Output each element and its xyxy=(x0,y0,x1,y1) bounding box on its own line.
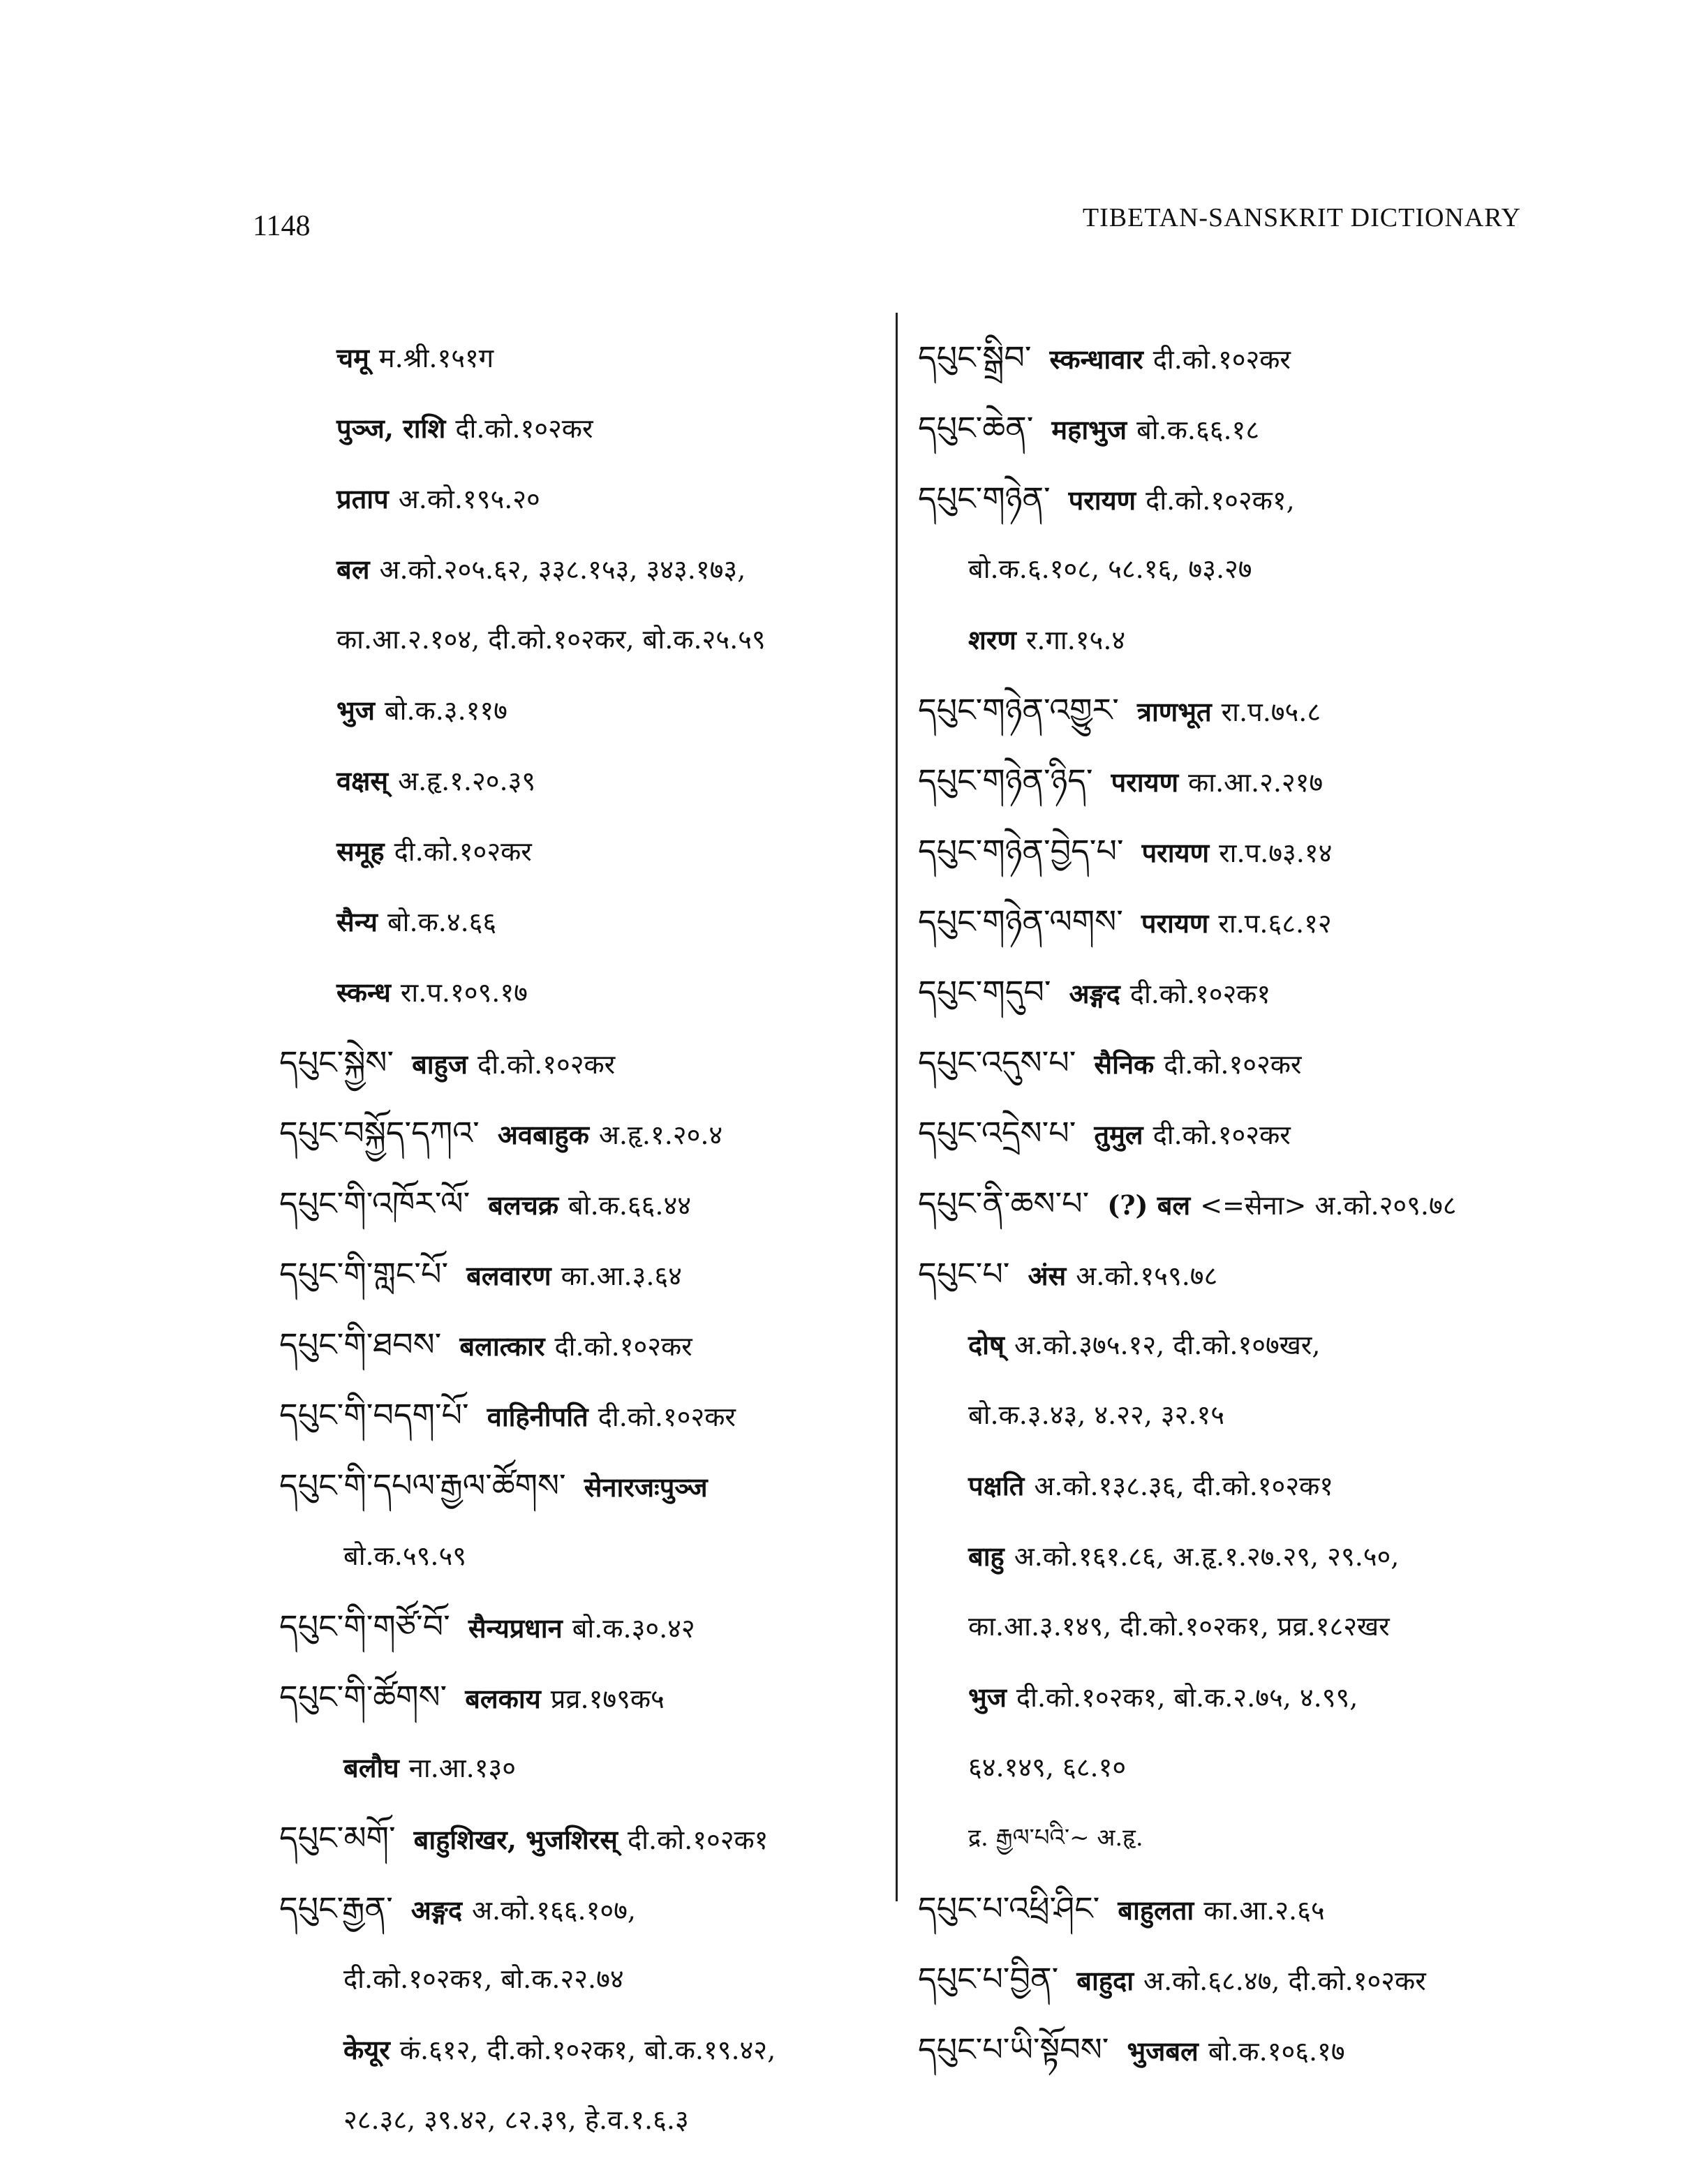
sanskrit-term: बाहुज xyxy=(412,1048,468,1080)
tibetan-headword: དཔུང་གཉེན་འགྱུར་ xyxy=(918,691,1119,729)
dictionary-line xyxy=(279,322,887,393)
dictionary-line xyxy=(918,1732,1560,1803)
dictionary-line xyxy=(279,2085,887,2155)
sanskrit-term: समूह xyxy=(336,835,385,867)
tibetan-headword: དཔུང་གི་དཔལ་རྒྱལ་ཚོགས་ xyxy=(279,1466,566,1504)
dictionary-line xyxy=(279,675,887,745)
source-reference: बो.क.६६.४४ xyxy=(568,1190,692,1221)
source-reference: दी.को.१०२कर xyxy=(394,836,532,867)
dictionary-line xyxy=(279,463,887,534)
dictionary-line xyxy=(918,1873,1560,1944)
source-reference: <=सेना> अ.को.२०९.७८ xyxy=(1200,1190,1457,1221)
page-number: 1148 xyxy=(253,210,311,242)
dictionary-line xyxy=(918,463,1560,534)
sanskrit-term: बलवारण xyxy=(466,1260,551,1291)
dictionary-line xyxy=(918,957,1560,1027)
source-reference: दी.को.१०२कर xyxy=(1164,1049,1302,1080)
source-reference: बो.क.६.१०८, ५८.१६, ७३.२७ xyxy=(968,554,1252,584)
sanskrit-term: सैन्यप्रधान xyxy=(468,1612,563,1644)
source-reference: दी.को.१०२कर xyxy=(1152,1120,1291,1150)
sanskrit-term: त्राणभूत xyxy=(1136,696,1212,727)
dictionary-line xyxy=(279,1168,887,1239)
source-reference: बो.क.६६.१८ xyxy=(1136,415,1260,445)
sanskrit-term: बलात्कार xyxy=(459,1330,545,1362)
source-reference: ना.आ.१३० xyxy=(408,1753,516,1783)
source-reference: बो.क.३०.४२ xyxy=(572,1613,695,1644)
tibetan-headword: དཔུང་པ་བྱིན་ xyxy=(918,1960,1059,1998)
sanskrit-term: भुज xyxy=(968,1681,1007,1713)
dictionary-line xyxy=(279,604,887,675)
dictionary-line xyxy=(918,1521,1560,1591)
source-reference: दी.को.१०२क१, xyxy=(1146,485,1295,516)
sanskrit-term: महाभुज xyxy=(1051,414,1127,445)
tibetan-headword: དཔུང་གཉེན་ xyxy=(918,480,1051,517)
sanskrit-term: बलचक्र xyxy=(488,1189,559,1221)
dictionary-line xyxy=(918,816,1560,886)
sanskrit-term: अङ्गद xyxy=(1069,978,1120,1009)
source-reference: का.आ.३.१४९, दी.को.१०२क१, प्रव्र.१८२खर xyxy=(968,1611,1390,1642)
dictionary-line xyxy=(918,322,1560,393)
dictionary-line xyxy=(279,1239,887,1309)
sanskrit-term: स्कन्ध xyxy=(336,976,391,1008)
sanskrit-term: सैन्य xyxy=(336,906,378,937)
source-reference: बो.क.४.६६ xyxy=(387,907,497,937)
dictionary-line xyxy=(918,1380,1560,1450)
sanskrit-term: भुजबल xyxy=(1127,2035,1199,2067)
sanskrit-term: परायण xyxy=(1141,907,1209,939)
source-reference: म.श्री.१५१ग xyxy=(378,343,494,373)
tibetan-headword: དཔུང་གི་གཙོ་བོ་ xyxy=(279,1607,450,1645)
dictionary-line xyxy=(279,1521,887,1591)
source-reference: अ.को.१६६.१०७, xyxy=(472,1895,636,1926)
sanskrit-term: (?) बल xyxy=(1107,1189,1191,1221)
running-head: TIBETAN-SANSKRIT DICTIONARY xyxy=(1082,203,1521,232)
sanskrit-term: बल xyxy=(336,554,370,585)
source-reference: का.आ.२.६५ xyxy=(1203,1895,1325,1926)
tibetan-headword: དཔུང་གི་ཐབས་ xyxy=(279,1325,442,1363)
dictionary-line xyxy=(279,1662,887,1732)
tibetan-headword: དཔུང་འདྲེས་པ་ xyxy=(918,1114,1076,1152)
tibetan-headword: དཔུང་རྒྱན་ xyxy=(279,1889,393,1927)
dictionary-line xyxy=(918,1944,1560,2014)
source-reference: द्र. རྒྱལ་པའི་~ अ.हृ. xyxy=(968,1824,1143,1852)
tibetan-headword: དཔུང་གི་འཁོར་ལོ་ xyxy=(279,1184,470,1222)
sanskrit-term: परायण xyxy=(1068,484,1136,516)
sanskrit-term: सैनिक xyxy=(1094,1048,1155,1080)
tibetan-headword: དཔུང་པ་འཕྲི་ཤིང་ xyxy=(918,1889,1100,1927)
sanskrit-term: बलौघ xyxy=(343,1752,399,1783)
right-column xyxy=(918,322,1560,2085)
dictionary-line xyxy=(918,1098,1560,1168)
sanskrit-term: भुज xyxy=(336,694,375,726)
source-reference: अ.को.१३८.३६, दी.को.१०२क१ xyxy=(1034,1471,1334,1501)
tibetan-headword: དཔུང་གཉེན་བྱེད་པ་ xyxy=(918,832,1124,870)
source-reference: दी.को.१०२क१ xyxy=(1129,979,1271,1009)
sanskrit-term: तुमुल xyxy=(1094,1119,1143,1150)
sanskrit-term: बलकाय xyxy=(465,1683,541,1714)
tibetan-headword: དཔུང་མགོ་ xyxy=(279,1819,396,1857)
sanskrit-term: अङ्गद xyxy=(410,1894,463,1926)
sanskrit-term: पक्षति xyxy=(968,1470,1025,1501)
dictionary-line xyxy=(279,1309,887,1380)
source-reference: दी.को.१०२क१, बो.क.२.७५, ४.९९, xyxy=(1016,1682,1358,1713)
dictionary-line xyxy=(918,1450,1560,1521)
source-reference: अ.हृ.१.२०.३९ xyxy=(398,766,536,796)
source-reference: अ.को.२०५.६२, ३३८.१५३, ३४३.१७३, xyxy=(379,554,746,585)
dictionary-line xyxy=(918,534,1560,604)
sanskrit-term: वक्षस् xyxy=(336,765,389,796)
source-reference: अ.को.१९५.२० xyxy=(398,484,540,514)
source-reference: रा.प.१०९.१७ xyxy=(400,977,528,1008)
source-reference: बो.क.५९.५९ xyxy=(343,1540,467,1571)
sanskrit-term: प्रताप xyxy=(336,483,389,514)
sanskrit-term: अंस xyxy=(1028,1260,1067,1291)
left-column xyxy=(279,322,887,2155)
sanskrit-term: बाहुदा xyxy=(1076,1965,1134,1996)
tibetan-headword: དཔུང་ནི་ཆས་པ་ xyxy=(918,1184,1090,1222)
dictionary-line xyxy=(918,2014,1560,2085)
tibetan-headword: དཔུང་གི་གླང་པོ་ xyxy=(279,1255,449,1293)
dictionary-line xyxy=(279,1380,887,1450)
source-reference: बो.क.३.४३, ४.२२, ३२.१५ xyxy=(968,1399,1225,1430)
tibetan-headword: དཔུང་གཉེན་ཉིད་ xyxy=(918,762,1093,799)
tibetan-headword: དཔུང་པ་ xyxy=(918,1255,1010,1293)
dictionary-line xyxy=(279,1450,887,1521)
source-reference: दी.को.१०२कर xyxy=(477,1049,616,1080)
dictionary-line xyxy=(918,1239,1560,1309)
dictionary-line xyxy=(279,534,887,604)
source-reference: अ.को.३७५.१२, दी.को.१०७खर, xyxy=(1014,1330,1321,1360)
sanskrit-term: बाहुशिखर, भुजशिरस् xyxy=(413,1824,618,1855)
sanskrit-term: पुञ्ज, राशि xyxy=(336,413,446,444)
dictionary-line xyxy=(279,1732,887,1803)
source-reference: दी.को.१०२क१, बो.क.२२.७४ xyxy=(343,1963,624,1994)
source-reference: अ.को.६८.४७, दी.को.१०२कर xyxy=(1143,1966,1426,1996)
dictionary-line xyxy=(279,886,887,957)
dictionary-line xyxy=(918,1591,1560,1662)
dictionary-line xyxy=(279,1873,887,1944)
dictionary-line xyxy=(279,1591,887,1662)
sanskrit-term: दोष् xyxy=(968,1329,1005,1360)
sanskrit-term: बाहुलता xyxy=(1118,1894,1194,1926)
dictionary-line xyxy=(279,1803,887,1873)
dictionary-line xyxy=(918,1027,1560,1098)
dictionary-line xyxy=(279,2014,887,2085)
source-reference: अ.को.१६१.८६, अ.हृ.१.२७.२९, २९.५०, xyxy=(1014,1541,1400,1572)
sanskrit-term: परायण xyxy=(1111,766,1179,798)
dictionary-line xyxy=(918,1309,1560,1380)
source-reference: रा.प.६८.१२ xyxy=(1218,908,1332,939)
source-reference: का.आ.२.२१७ xyxy=(1188,767,1324,798)
source-reference: र.गा.१५.४ xyxy=(1025,625,1126,655)
dictionary-line xyxy=(918,393,1560,463)
dictionary-line xyxy=(918,886,1560,957)
tibetan-headword: དཔུང་གཉེན་ལགས་ xyxy=(918,902,1123,940)
sanskrit-term: चमू xyxy=(336,342,369,373)
dictionary-line xyxy=(279,816,887,886)
source-reference: ६४.१४९, ६८.१० xyxy=(968,1752,1127,1783)
sanskrit-term: केयूर xyxy=(343,2034,390,2065)
source-reference: दी.को.१०२कर xyxy=(598,1402,736,1432)
dictionary-line xyxy=(918,1803,1560,1873)
dictionary-line xyxy=(279,957,887,1027)
tibetan-headword: དཔུང་པ་ཡི་སྟོབས་ xyxy=(918,2030,1109,2068)
source-reference: दी.को.१०२कर xyxy=(554,1331,692,1362)
dictionary-line xyxy=(918,675,1560,745)
dictionary-line xyxy=(279,1098,887,1168)
tibetan-headword: དཔུང་གདུབ་ xyxy=(918,973,1051,1011)
tibetan-headword: དཔུང་ཆེན་ xyxy=(918,409,1034,447)
sanskrit-term: स्कन्धावार xyxy=(1049,343,1143,375)
tibetan-headword: དཔུང་འདུས་པ་ xyxy=(918,1043,1076,1081)
tibetan-headword: དཔུང་བསྐྱོད་དཀའ་ xyxy=(279,1114,480,1152)
dictionary-line xyxy=(918,604,1560,675)
sanskrit-term: वाहिनीपति xyxy=(487,1401,588,1432)
sanskrit-term: परायण xyxy=(1141,837,1210,868)
sanskrit-term: शरण xyxy=(968,624,1016,655)
sanskrit-term: सेनारजःपुञ्ज xyxy=(584,1471,708,1503)
source-reference: अ.हृ.१.२०.४ xyxy=(598,1120,723,1150)
source-reference: दी.को.१०२कर xyxy=(455,413,593,444)
sanskrit-term: अवबाहुक xyxy=(497,1119,589,1150)
source-reference: २८.३८, ३९.४२, ८२.३९, हे.व.१.६.३ xyxy=(343,2104,689,2135)
dictionary-line xyxy=(279,1944,887,2014)
tibetan-headword: དཔུང་སྐྱེས་ xyxy=(279,1043,394,1081)
source-reference: का.आ.३.६४ xyxy=(561,1261,682,1291)
column-divider xyxy=(896,313,898,1901)
source-reference: कं.६१२, दी.को.१०२क१, बो.क.१९.४२, xyxy=(399,2035,776,2065)
dictionary-line xyxy=(279,745,887,816)
tibetan-headword: དཔུང་གི་བདག་པོ་ xyxy=(279,1396,469,1434)
dictionary-line xyxy=(918,745,1560,816)
tibetan-headword: དཔུང་སྒྲིབ་ xyxy=(918,339,1032,376)
source-reference: रा.प.७५.८ xyxy=(1221,697,1321,727)
source-reference: बो.क.१०६.१७ xyxy=(1208,2036,1345,2067)
sanskrit-term: बाहु xyxy=(968,1540,1005,1572)
source-reference: बो.क.३.११७ xyxy=(384,695,507,726)
source-reference: दी.को.१०२क१ xyxy=(627,1825,769,1855)
tibetan-headword: དཔུང་གི་ཚོགས་ xyxy=(279,1678,447,1716)
dictionary-line xyxy=(918,1662,1560,1732)
source-reference: प्रव्र.१७९क५ xyxy=(550,1684,665,1714)
dictionary-line xyxy=(279,1027,887,1098)
source-reference: रा.प.७३.१४ xyxy=(1219,838,1333,868)
dictionary-line xyxy=(279,393,887,463)
dictionary-line xyxy=(918,1168,1560,1239)
source-reference: दी.को.१०२कर xyxy=(1152,344,1291,375)
source-reference: अ.को.१५९.७८ xyxy=(1076,1261,1218,1291)
source-reference: का.आ.२.१०४, दी.को.१०२कर, बो.क.२५.५९ xyxy=(336,624,766,655)
